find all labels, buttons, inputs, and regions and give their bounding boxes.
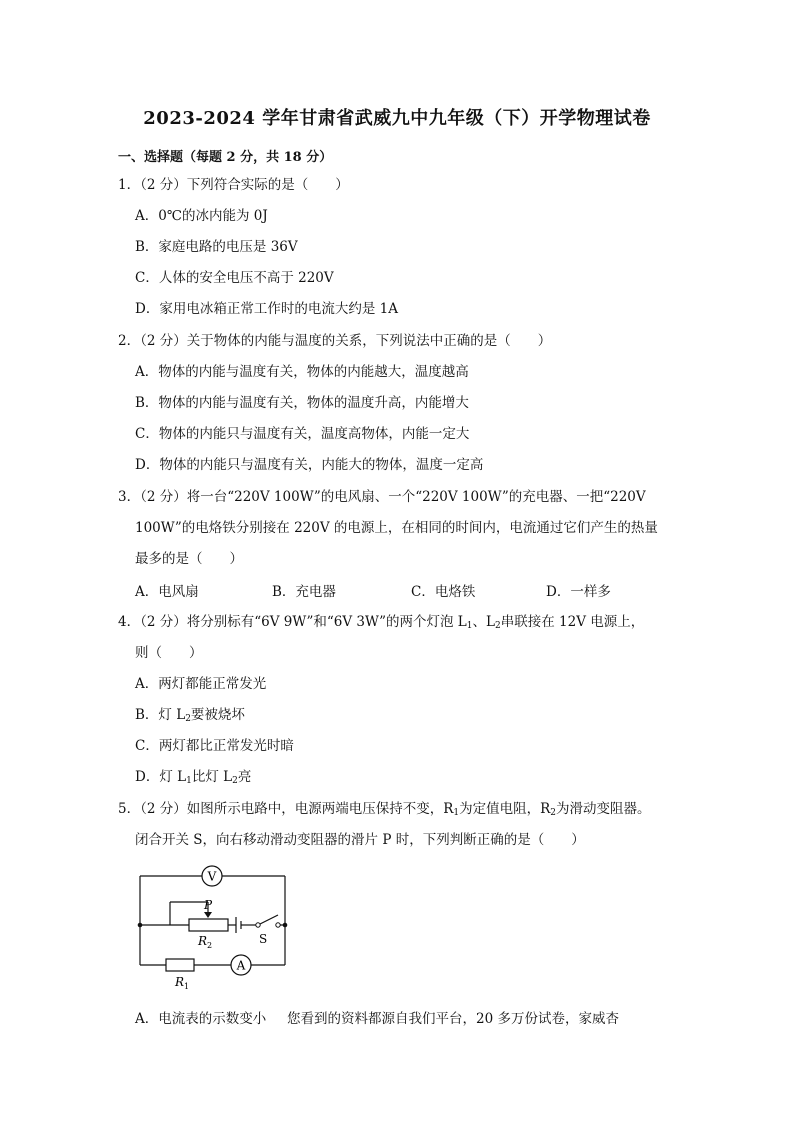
question-5-option-a: A．电流表的示数变小 (135, 1011, 267, 1027)
junction-dot (138, 923, 143, 928)
question-1-stem: 1．（2 分）下列符合实际的是（ ） (118, 177, 349, 193)
section-heading: 一、选择题（每题 2 分，共 18 分） (118, 150, 333, 165)
question-4-option-c: C．两灯都比正常发光时暗 (135, 738, 294, 754)
question-5-stem-text: 为定值电阻，R (459, 801, 551, 817)
question-1-option-a: A．0℃的冰内能为 0J (135, 208, 268, 224)
question-3-option-a: A．电风扇 (135, 584, 199, 600)
question-1-option-d: D．家用电冰箱正常工作时的电流大约是 1A (135, 301, 398, 317)
circuit-diagram (134, 862, 294, 992)
page-title: 2023-2024 学年甘肃省武威九中九年级（下）开学物理试卷 (143, 108, 651, 129)
subscript: 1 (186, 776, 192, 786)
question-3-option-d: D．一样多 (546, 584, 611, 600)
question-4-stem-line1 (118, 612, 644, 636)
question-5-stem-text: 为滑动变阻器。 (556, 801, 651, 817)
question-2-option-b: B．物体的内能与温度有关，物体的温度升高，内能增大 (135, 395, 469, 411)
question-3-options (135, 580, 695, 600)
slider-arrow-icon (204, 912, 212, 918)
subscript: 2 (185, 714, 191, 724)
option-text: D．灯 L (135, 769, 187, 785)
junction-dot (283, 923, 288, 928)
question-4-stem-line2: 则（ ） (135, 645, 203, 661)
question-3-stem-line3: 最多的是（ ） (135, 551, 243, 567)
voltmeter-label: V (207, 869, 217, 884)
question-3-option-c: C．电烙铁 (411, 584, 476, 600)
question-3-stem-line1: 3．（2 分）将一台“220V 100W”的电风扇、一个“220V 100W”的充电器、一把“220V (118, 489, 646, 505)
option-text: 比灯 L (191, 769, 233, 785)
subscript: 1 (466, 621, 473, 631)
option-text: 亮 (237, 769, 252, 785)
question-5-stem-line2: 闭合开关 S，向右移动滑动变阻器的滑片 P 时，下列判断正确的是（ ） (135, 832, 585, 848)
question-3-option-b: B．充电器 (272, 584, 336, 600)
promo-text: 您看到的资料都源自我们平台，20 多万份试卷，家威杏 (287, 1011, 619, 1027)
question-2-stem: 2．（2 分）关于物体的内能与温度的关系，下列说法中正确的是（ ） (118, 333, 552, 349)
subscript: 2 (550, 808, 557, 818)
question-4-stem-text: 、L (472, 614, 495, 630)
question-2-option-a: A．物体的内能与温度有关，物体的内能越大，温度越高 (135, 364, 469, 380)
question-4-option-a: A．两灯都能正常发光 (135, 676, 267, 692)
r1-subscript: 1 (184, 982, 190, 991)
question-4-option-b (135, 705, 245, 729)
question-4-option-d (135, 767, 251, 791)
question-5-stem-text: 5．（2 分）如图所示电路中，电源两端电压保持不变，R (118, 801, 454, 817)
r1-label: R (175, 975, 185, 989)
question-2-option-d: D．物体的内能只与温度有关，内能大的物体，温度一定高 (135, 457, 484, 473)
question-4-stem-text: 串联接在 12V 电源上， (500, 614, 645, 630)
option-text: 要被烧坏 (190, 707, 245, 723)
option-text: B．灯 L (135, 707, 186, 723)
subscript: 2 (232, 776, 238, 786)
question-5-stem-line1 (118, 799, 651, 823)
slider-label: P (204, 898, 213, 912)
question-5-option-a-row (135, 1007, 655, 1027)
r2-label: R (198, 934, 208, 948)
subscript: 2 (494, 621, 501, 631)
question-1-option-c: C．人体的安全电压不高于 220V (135, 270, 334, 286)
question-1-option-b: B．家庭电路的电压是 36V (135, 239, 298, 255)
question-4-stem-text: 4．（2 分）将分别标有“6V 9W”和“6V 3W”的两个灯泡 L (118, 614, 467, 630)
switch-label: S (259, 932, 268, 946)
question-3-stem-line2: 100W”的电烙铁分别接在 220V 的电源上，在相同的时间内，电流通过它们产生的热量 (135, 520, 658, 536)
subscript: 1 (453, 808, 460, 818)
question-2-option-c: C．物体的内能只与温度有关，温度高物体，内能一定大 (135, 426, 470, 442)
ammeter-label: A (236, 958, 246, 973)
r2-subscript: 2 (207, 941, 213, 950)
